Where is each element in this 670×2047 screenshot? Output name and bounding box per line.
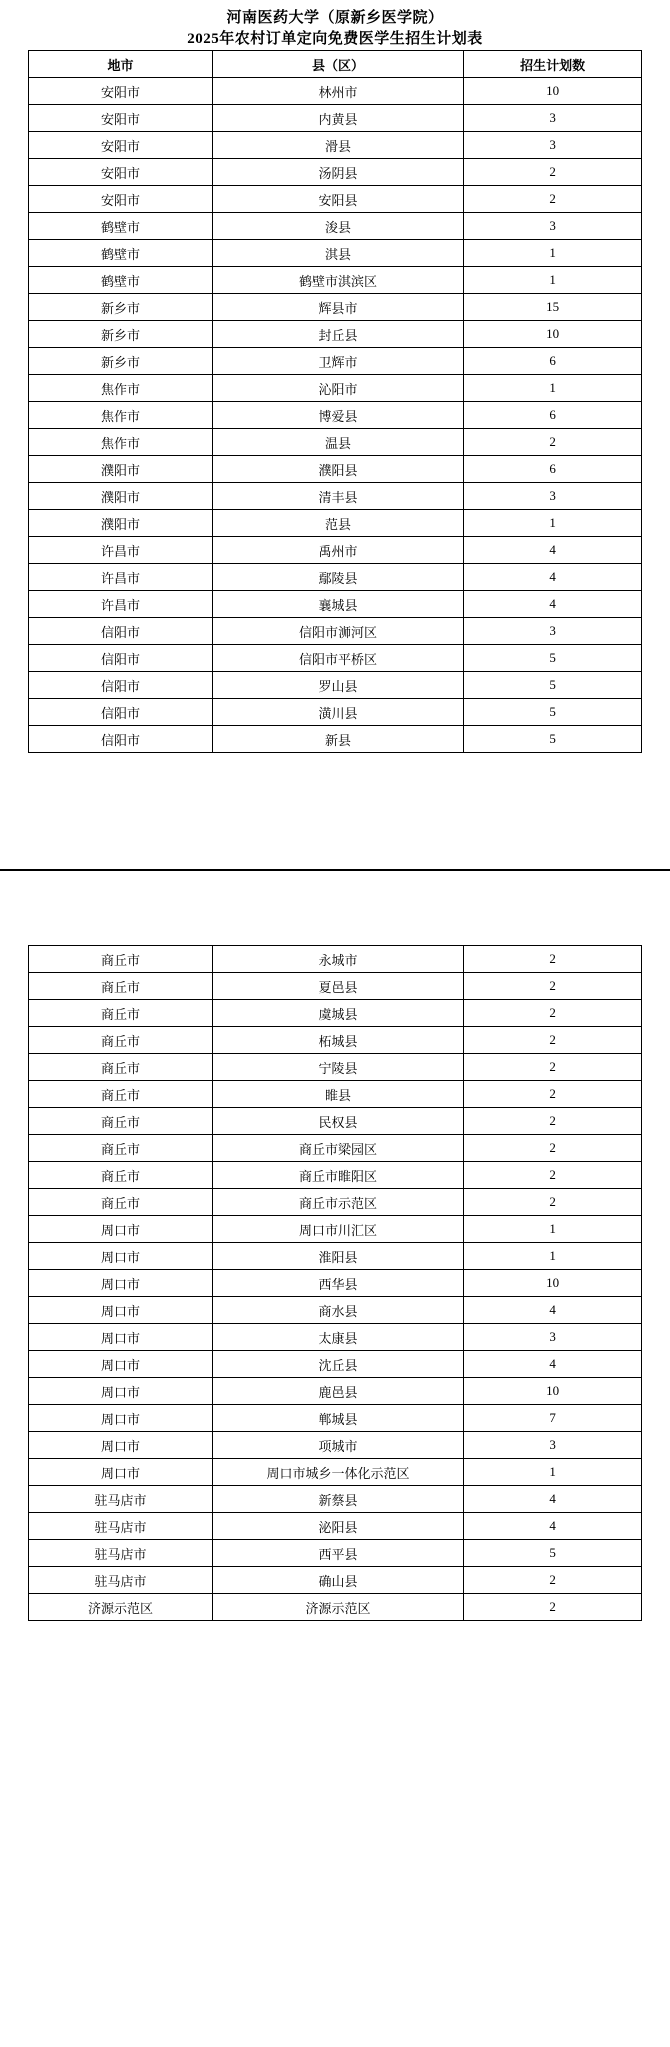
cell-county: 潢川县 bbox=[212, 699, 463, 726]
cell-county: 襄城县 bbox=[212, 591, 463, 618]
cell-county: 郸城县 bbox=[212, 1405, 463, 1432]
cell-city: 商丘市 bbox=[29, 1081, 213, 1108]
cell-city: 新乡市 bbox=[29, 294, 213, 321]
cell-city: 商丘市 bbox=[29, 1108, 213, 1135]
cell-county: 夏邑县 bbox=[212, 973, 463, 1000]
cell-plan-count: 4 bbox=[464, 1486, 642, 1513]
cell-plan-count: 3 bbox=[464, 618, 642, 645]
table-row bbox=[29, 564, 642, 591]
plan-table-page-2-wrapper bbox=[0, 945, 670, 1621]
cell-plan-count: 1 bbox=[464, 1459, 642, 1486]
cell-city: 驻马店市 bbox=[29, 1567, 213, 1594]
cell-plan-count: 10 bbox=[464, 321, 642, 348]
table-row bbox=[29, 348, 642, 375]
cell-county: 民权县 bbox=[212, 1108, 463, 1135]
cell-city: 安阳市 bbox=[29, 159, 213, 186]
cell-city: 许昌市 bbox=[29, 564, 213, 591]
cell-plan-count: 3 bbox=[464, 132, 642, 159]
table-row bbox=[29, 1216, 642, 1243]
cell-plan-count: 2 bbox=[464, 1081, 642, 1108]
cell-plan-count: 15 bbox=[464, 294, 642, 321]
cell-county: 周口市川汇区 bbox=[212, 1216, 463, 1243]
cell-plan-count: 2 bbox=[464, 429, 642, 456]
table-row bbox=[29, 1378, 642, 1405]
cell-city: 安阳市 bbox=[29, 132, 213, 159]
plan-table-page-1-wrapper bbox=[0, 50, 670, 753]
cell-plan-count: 3 bbox=[464, 213, 642, 240]
table-row bbox=[29, 132, 642, 159]
cell-county: 商水县 bbox=[212, 1297, 463, 1324]
table-row bbox=[29, 1054, 642, 1081]
cell-county: 罗山县 bbox=[212, 672, 463, 699]
cell-city: 焦作市 bbox=[29, 402, 213, 429]
title-line-1: 河南医药大学（原新乡医学院） bbox=[226, 10, 444, 26]
cell-plan-count: 3 bbox=[464, 483, 642, 510]
cell-city: 信阳市 bbox=[29, 645, 213, 672]
cell-city: 周口市 bbox=[29, 1243, 213, 1270]
cell-county: 博爱县 bbox=[212, 402, 463, 429]
table-row bbox=[29, 672, 642, 699]
cell-city: 周口市 bbox=[29, 1297, 213, 1324]
table-row bbox=[29, 1135, 642, 1162]
table-row bbox=[29, 1108, 642, 1135]
cell-city: 信阳市 bbox=[29, 726, 213, 753]
table-row bbox=[29, 618, 642, 645]
cell-plan-count: 1 bbox=[464, 1216, 642, 1243]
cell-plan-count: 2 bbox=[464, 1189, 642, 1216]
cell-county: 温县 bbox=[212, 429, 463, 456]
cell-city: 周口市 bbox=[29, 1378, 213, 1405]
column-header-plan: 招生计划数 bbox=[464, 51, 642, 78]
cell-plan-count: 2 bbox=[464, 1135, 642, 1162]
cell-county: 淮阳县 bbox=[212, 1243, 463, 1270]
table-row bbox=[29, 1297, 642, 1324]
cell-county: 睢县 bbox=[212, 1081, 463, 1108]
cell-city: 濮阳市 bbox=[29, 456, 213, 483]
cell-county: 滑县 bbox=[212, 132, 463, 159]
table-row bbox=[29, 267, 642, 294]
cell-city: 许昌市 bbox=[29, 591, 213, 618]
cell-county: 浚县 bbox=[212, 213, 463, 240]
table-row bbox=[29, 186, 642, 213]
cell-plan-count: 3 bbox=[464, 1432, 642, 1459]
cell-city: 周口市 bbox=[29, 1432, 213, 1459]
separator-space-bottom bbox=[0, 871, 670, 945]
table-row bbox=[29, 1540, 642, 1567]
cell-county: 宁陵县 bbox=[212, 1054, 463, 1081]
cell-county: 虞城县 bbox=[212, 1000, 463, 1027]
cell-county: 鄢陵县 bbox=[212, 564, 463, 591]
cell-city: 信阳市 bbox=[29, 699, 213, 726]
cell-plan-count: 5 bbox=[464, 699, 642, 726]
table-row bbox=[29, 973, 642, 1000]
cell-city: 济源示范区 bbox=[29, 1594, 213, 1621]
cell-plan-count: 3 bbox=[464, 1324, 642, 1351]
table-row bbox=[29, 1189, 642, 1216]
cell-city: 商丘市 bbox=[29, 946, 213, 973]
cell-city: 商丘市 bbox=[29, 1135, 213, 1162]
cell-city: 濮阳市 bbox=[29, 483, 213, 510]
cell-county: 沈丘县 bbox=[212, 1351, 463, 1378]
table-row bbox=[29, 1000, 642, 1027]
cell-plan-count: 6 bbox=[464, 456, 642, 483]
table-header-row bbox=[29, 51, 642, 78]
cell-plan-count: 2 bbox=[464, 159, 642, 186]
cell-county: 西平县 bbox=[212, 1540, 463, 1567]
cell-plan-count: 4 bbox=[464, 564, 642, 591]
table-row bbox=[29, 1405, 642, 1432]
cell-city: 周口市 bbox=[29, 1324, 213, 1351]
cell-plan-count: 5 bbox=[464, 726, 642, 753]
cell-county: 鹤壁市淇滨区 bbox=[212, 267, 463, 294]
cell-city: 鹤壁市 bbox=[29, 267, 213, 294]
cell-plan-count: 1 bbox=[464, 375, 642, 402]
cell-city: 濮阳市 bbox=[29, 510, 213, 537]
table-row bbox=[29, 699, 642, 726]
cell-plan-count: 2 bbox=[464, 1108, 642, 1135]
cell-city: 周口市 bbox=[29, 1459, 213, 1486]
cell-county: 柘城县 bbox=[212, 1027, 463, 1054]
table-row bbox=[29, 213, 642, 240]
cell-city: 周口市 bbox=[29, 1270, 213, 1297]
cell-plan-count: 2 bbox=[464, 1054, 642, 1081]
cell-city: 周口市 bbox=[29, 1351, 213, 1378]
page-break-gap bbox=[0, 753, 670, 813]
cell-city: 商丘市 bbox=[29, 1162, 213, 1189]
cell-county: 太康县 bbox=[212, 1324, 463, 1351]
table-row bbox=[29, 321, 642, 348]
cell-county: 项城市 bbox=[212, 1432, 463, 1459]
cell-plan-count: 10 bbox=[464, 78, 642, 105]
cell-plan-count: 4 bbox=[464, 1297, 642, 1324]
cell-plan-count: 1 bbox=[464, 510, 642, 537]
cell-city: 商丘市 bbox=[29, 1000, 213, 1027]
cell-city: 新乡市 bbox=[29, 348, 213, 375]
table-row bbox=[29, 1270, 642, 1297]
cell-city: 许昌市 bbox=[29, 537, 213, 564]
table-row bbox=[29, 946, 642, 973]
cell-city: 安阳市 bbox=[29, 186, 213, 213]
table-row bbox=[29, 1324, 642, 1351]
cell-city: 焦作市 bbox=[29, 375, 213, 402]
table-row bbox=[29, 78, 642, 105]
table-row bbox=[29, 1459, 642, 1486]
cell-plan-count: 7 bbox=[464, 1405, 642, 1432]
document-title bbox=[0, 0, 670, 50]
cell-city: 安阳市 bbox=[29, 105, 213, 132]
cell-plan-count: 2 bbox=[464, 1162, 642, 1189]
cell-plan-count: 2 bbox=[464, 946, 642, 973]
table-row bbox=[29, 1162, 642, 1189]
cell-county: 济源示范区 bbox=[212, 1594, 463, 1621]
table-row bbox=[29, 375, 642, 402]
cell-city: 驻马店市 bbox=[29, 1486, 213, 1513]
table-row bbox=[29, 726, 642, 753]
cell-city: 安阳市 bbox=[29, 78, 213, 105]
column-header-county: 县（区） bbox=[212, 51, 463, 78]
cell-county: 信阳市平桥区 bbox=[212, 645, 463, 672]
cell-county: 新蔡县 bbox=[212, 1486, 463, 1513]
cell-plan-count: 3 bbox=[464, 105, 642, 132]
cell-county: 鹿邑县 bbox=[212, 1378, 463, 1405]
title-line-2: 2025年农村订单定向免费医学生招生计划表 bbox=[187, 31, 483, 47]
table-row bbox=[29, 1567, 642, 1594]
cell-plan-count: 6 bbox=[464, 348, 642, 375]
cell-county: 周口市城乡一体化示范区 bbox=[212, 1459, 463, 1486]
cell-city: 周口市 bbox=[29, 1405, 213, 1432]
cell-plan-count: 4 bbox=[464, 1351, 642, 1378]
table-row bbox=[29, 1432, 642, 1459]
cell-city: 信阳市 bbox=[29, 618, 213, 645]
cell-county: 淇县 bbox=[212, 240, 463, 267]
cell-plan-count: 2 bbox=[464, 1027, 642, 1054]
table-row bbox=[29, 483, 642, 510]
separator-space-top bbox=[0, 813, 670, 869]
cell-county: 商丘市示范区 bbox=[212, 1189, 463, 1216]
plan-table-page-2 bbox=[28, 945, 642, 1621]
cell-county: 内黄县 bbox=[212, 105, 463, 132]
plan-table-page-1 bbox=[28, 50, 642, 753]
table-row bbox=[29, 105, 642, 132]
column-header-city: 地市 bbox=[29, 51, 213, 78]
cell-plan-count: 5 bbox=[464, 1540, 642, 1567]
table-row bbox=[29, 1486, 642, 1513]
cell-plan-count: 4 bbox=[464, 1513, 642, 1540]
plan-table-page-1-body bbox=[29, 78, 642, 753]
table-row bbox=[29, 1081, 642, 1108]
cell-city: 周口市 bbox=[29, 1216, 213, 1243]
cell-plan-count: 10 bbox=[464, 1270, 642, 1297]
cell-county: 卫辉市 bbox=[212, 348, 463, 375]
table-row bbox=[29, 537, 642, 564]
table-row bbox=[29, 240, 642, 267]
table-row bbox=[29, 645, 642, 672]
table-row bbox=[29, 294, 642, 321]
cell-plan-count: 2 bbox=[464, 186, 642, 213]
cell-city: 信阳市 bbox=[29, 672, 213, 699]
table-row bbox=[29, 429, 642, 456]
cell-plan-count: 4 bbox=[464, 537, 642, 564]
cell-county: 商丘市梁园区 bbox=[212, 1135, 463, 1162]
cell-county: 泌阳县 bbox=[212, 1513, 463, 1540]
cell-county: 封丘县 bbox=[212, 321, 463, 348]
bottom-space bbox=[0, 1621, 670, 1667]
cell-plan-count: 2 bbox=[464, 1567, 642, 1594]
table-row bbox=[29, 1027, 642, 1054]
cell-plan-count: 2 bbox=[464, 1000, 642, 1027]
cell-plan-count: 5 bbox=[464, 672, 642, 699]
cell-city: 商丘市 bbox=[29, 1054, 213, 1081]
cell-plan-count: 1 bbox=[464, 267, 642, 294]
cell-county: 信阳市浉河区 bbox=[212, 618, 463, 645]
table-row bbox=[29, 159, 642, 186]
cell-county: 沁阳市 bbox=[212, 375, 463, 402]
cell-county: 范县 bbox=[212, 510, 463, 537]
cell-county: 林州市 bbox=[212, 78, 463, 105]
cell-county: 辉县市 bbox=[212, 294, 463, 321]
cell-city: 鹤壁市 bbox=[29, 213, 213, 240]
table-row bbox=[29, 591, 642, 618]
plan-table-page-2-body bbox=[29, 946, 642, 1621]
cell-county: 确山县 bbox=[212, 1567, 463, 1594]
cell-plan-count: 6 bbox=[464, 402, 642, 429]
table-row bbox=[29, 510, 642, 537]
cell-city: 商丘市 bbox=[29, 1027, 213, 1054]
table-row bbox=[29, 1513, 642, 1540]
cell-county: 商丘市睢阳区 bbox=[212, 1162, 463, 1189]
cell-county: 永城市 bbox=[212, 946, 463, 973]
cell-plan-count: 4 bbox=[464, 591, 642, 618]
cell-county: 新县 bbox=[212, 726, 463, 753]
cell-city: 焦作市 bbox=[29, 429, 213, 456]
cell-county: 安阳县 bbox=[212, 186, 463, 213]
cell-city: 商丘市 bbox=[29, 1189, 213, 1216]
cell-plan-count: 1 bbox=[464, 1243, 642, 1270]
cell-city: 驻马店市 bbox=[29, 1540, 213, 1567]
cell-county: 濮阳县 bbox=[212, 456, 463, 483]
cell-county: 汤阴县 bbox=[212, 159, 463, 186]
table-row bbox=[29, 402, 642, 429]
cell-plan-count: 10 bbox=[464, 1378, 642, 1405]
cell-city: 驻马店市 bbox=[29, 1513, 213, 1540]
table-row bbox=[29, 1351, 642, 1378]
table-row bbox=[29, 456, 642, 483]
cell-county: 西华县 bbox=[212, 1270, 463, 1297]
cell-plan-count: 2 bbox=[464, 1594, 642, 1621]
table-row bbox=[29, 1243, 642, 1270]
cell-county: 清丰县 bbox=[212, 483, 463, 510]
cell-city: 商丘市 bbox=[29, 973, 213, 1000]
cell-plan-count: 5 bbox=[464, 645, 642, 672]
cell-city: 新乡市 bbox=[29, 321, 213, 348]
cell-plan-count: 2 bbox=[464, 973, 642, 1000]
table-row bbox=[29, 1594, 642, 1621]
cell-county: 禹州市 bbox=[212, 537, 463, 564]
cell-city: 鹤壁市 bbox=[29, 240, 213, 267]
cell-plan-count: 1 bbox=[464, 240, 642, 267]
